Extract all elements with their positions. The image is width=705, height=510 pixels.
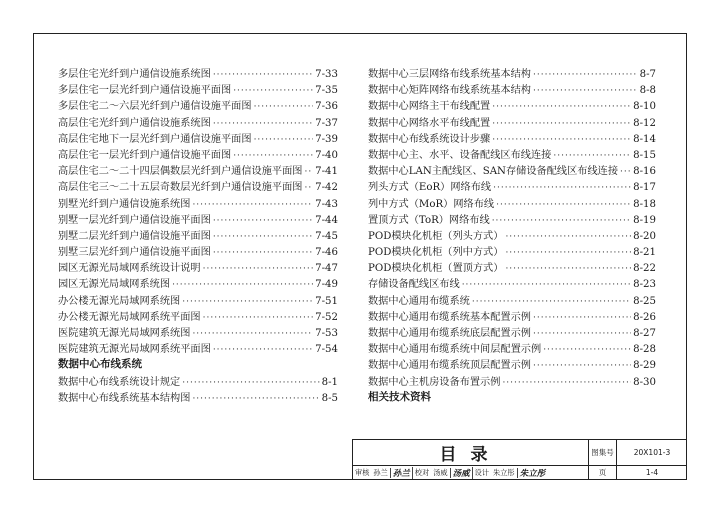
toc-entry	[58, 324, 338, 340]
toc-entry-page: 8-23	[633, 279, 656, 291]
toc-entry-page: 8-30	[633, 376, 656, 388]
toc-entry-title: 多层住宅二～六层光纤到户通信设施平面图	[58, 101, 252, 113]
dot-leader	[493, 183, 631, 193]
toc-entry	[368, 324, 656, 340]
toc-entry-title: 别墅二层光纤到户通信设施平面图	[58, 230, 211, 242]
toc-entry	[58, 114, 338, 130]
toc-entry-title: 数据中心网络主干布线配置	[368, 101, 491, 113]
toc-entry	[58, 178, 338, 194]
toc-entry	[368, 195, 656, 211]
toc-entry-title: 数据中心通用布缆系统	[368, 295, 470, 307]
toc-entry	[368, 356, 656, 372]
title-block-meta	[589, 440, 687, 479]
dot-leader	[213, 345, 313, 355]
toc-entry-title: 高层住宅光纤到户通信设施系统图	[58, 117, 211, 129]
dot-leader	[233, 151, 313, 161]
toc-entry-page: 8-5	[321, 392, 338, 404]
section-heading: 相关技术资料	[368, 390, 431, 403]
toc-entry-title: 别墅三层光纤到户通信设施平面图	[58, 247, 211, 259]
toc-entry-title: 办公楼无源光局域网系统图	[58, 295, 181, 307]
dot-leader	[254, 135, 314, 145]
dot-leader	[182, 378, 319, 388]
toc-entry	[368, 211, 656, 227]
toc-entry	[368, 243, 656, 259]
toc-entry-page: 8-14	[633, 133, 656, 145]
toc-entry	[58, 162, 338, 178]
toc-entry	[58, 97, 338, 113]
page-label: 页	[589, 466, 617, 479]
toc-entry	[368, 162, 656, 178]
toc-entry	[58, 81, 338, 97]
dot-leader	[233, 86, 313, 96]
dot-leader	[472, 297, 631, 307]
toc-entry	[368, 308, 656, 324]
dot-leader	[620, 167, 631, 177]
toc-entry-title: 高层住宅二～二十四层偶数层光纤到户通信设施平面图	[58, 166, 303, 178]
toc-entry-page: 8-7	[639, 69, 656, 80]
dot-leader	[492, 102, 631, 112]
toc-entry-page: 7-45	[315, 230, 338, 242]
toc-entry-page: 8-20	[633, 230, 656, 242]
dot-leader	[172, 280, 313, 290]
dot-leader	[543, 345, 631, 355]
design-label: 设计	[474, 467, 489, 477]
toc-entry-page: 8-1	[321, 376, 338, 388]
dot-leader	[192, 394, 319, 404]
review-label: 审核	[355, 467, 370, 477]
toc-entry	[58, 292, 338, 308]
dot-leader	[505, 248, 631, 258]
toc-left-column	[58, 65, 338, 405]
toc-entry	[368, 114, 656, 130]
toc-entry-page: 7-41	[315, 166, 338, 178]
dot-leader	[533, 313, 631, 323]
toc-entry-title: 数据中心通用布缆系统中间层配置示例	[368, 344, 542, 356]
signature-row	[353, 466, 589, 479]
toc-entry	[368, 373, 656, 389]
toc-entry	[58, 211, 338, 227]
toc-entry	[58, 389, 338, 405]
toc-entry	[368, 275, 656, 291]
toc-entry	[368, 81, 656, 97]
toc-entry-page: 7-39	[315, 133, 338, 145]
toc-entry-title: 园区无源光局域网系统设计说明	[58, 263, 201, 275]
dot-leader	[496, 200, 631, 210]
review-name: 孙兰	[371, 468, 390, 478]
toc-entry-title: 办公楼无源光局域网系统平面图	[58, 311, 201, 323]
toc-entry-title: 别墅一层光纤到户通信设施平面图	[58, 214, 211, 226]
toc-entry	[58, 308, 338, 324]
toc-entry-title: 列中方式（MoR）网络布线	[368, 198, 495, 210]
dot-leader	[553, 151, 631, 161]
dot-leader	[192, 329, 313, 339]
toc-entry-title: 别墅光纤到户通信设施系统图	[58, 198, 191, 210]
dot-leader	[505, 232, 631, 242]
toc-entry-title: POD模块化机柜（置顶方式）	[368, 263, 504, 275]
toc-entry-page: 7-51	[315, 295, 338, 307]
toc-entry	[58, 373, 338, 389]
toc-entry-page: 8-8	[639, 85, 656, 97]
dot-leader	[182, 297, 313, 307]
toc-entry-page: 7-53	[315, 328, 338, 339]
toc-entry-page: 8-10	[633, 101, 656, 113]
dot-leader	[492, 216, 631, 226]
toc-entry-page: 8-21	[633, 247, 656, 259]
dot-leader	[213, 119, 313, 129]
toc-entry-page: 8-25	[633, 295, 656, 307]
toc-entry	[368, 146, 656, 162]
toc-entry-page: 8-22	[633, 263, 656, 275]
toc-entry	[58, 259, 338, 275]
toc-entry-title: 医院建筑无源光局域网系统平面图	[58, 344, 211, 356]
toc-entry-page: 7-52	[315, 311, 338, 323]
toc-entry-title: 数据中心主、水平、设备配线区布线连接	[368, 149, 552, 161]
toc-entry	[58, 275, 338, 291]
review-signature: 孙兰	[391, 467, 413, 479]
toc-entry-page: 8-15	[633, 149, 656, 161]
sheet-title: 目录	[353, 440, 589, 466]
dot-leader	[203, 264, 313, 274]
toc-entry-page: 7-42	[315, 182, 338, 194]
toc-entry-title: 列头方式（EoR）网络布线	[368, 182, 492, 194]
toc-entry	[58, 65, 338, 81]
design-signature: 朱立彤	[519, 468, 546, 479]
dot-leader	[533, 70, 638, 80]
toc-entry-page: 8-19	[633, 214, 656, 226]
toc-entry-page: 7-37	[315, 117, 338, 129]
check-signature: 汤威	[451, 467, 473, 479]
toc-entry-page: 8-17	[633, 182, 656, 194]
toc-entry-title: 多层住宅一层光纤到户通信设施平面图	[58, 85, 232, 97]
dot-leader	[492, 135, 631, 145]
atlas-number-label: 图集号	[589, 440, 617, 465]
toc-entry-title: 高层住宅一层光纤到户通信设施平面图	[58, 149, 232, 161]
toc-entry-title: 数据中心网络水平布线配置	[368, 117, 491, 129]
drawing-sheet	[33, 33, 687, 480]
dot-leader	[305, 167, 314, 177]
toc-entry-title: 数据中心主机房设备布置示例	[368, 376, 501, 388]
toc-entry-title: 多层住宅光纤到户通信设施系统图	[58, 69, 211, 80]
section-heading: 数据中心布线系统	[58, 358, 142, 371]
toc-entry	[368, 340, 656, 356]
toc-entry-title: POD模块化机柜（列头方式）	[368, 230, 504, 242]
toc-entry	[368, 65, 656, 81]
toc-entry	[368, 259, 656, 275]
toc-entry	[58, 130, 338, 146]
dot-leader	[533, 329, 631, 339]
toc-entry-page: 8-27	[633, 328, 656, 339]
toc-entry-page: 7-35	[315, 85, 338, 97]
toc-entry-title: 数据中心三层网络布线系统基本结构	[368, 69, 531, 80]
toc-entry-title: 数据中心布线系统基本结构图	[58, 392, 191, 404]
toc-entry-title: 数据中心布线系统设计步骤	[368, 133, 491, 145]
dot-leader	[254, 102, 314, 112]
design-name: 朱立彤	[491, 468, 518, 478]
toc-entry-page: 8-12	[633, 117, 656, 129]
toc-entry	[58, 227, 338, 243]
title-block	[352, 439, 686, 479]
dot-leader	[192, 200, 313, 210]
toc-entry-page: 8-26	[633, 311, 656, 323]
check-name: 汤威	[431, 468, 450, 478]
toc-entry-title: 数据中心LAN主配线区、SAN存储设备配线区布线连接	[368, 166, 619, 178]
dot-leader	[213, 70, 313, 80]
toc-entry-page: 8-16	[633, 166, 656, 178]
toc-entry-page: 8-29	[633, 360, 656, 372]
dot-leader	[533, 86, 638, 96]
toc-entry	[58, 195, 338, 211]
dot-leader	[502, 378, 631, 388]
toc-entry	[368, 227, 656, 243]
toc-entry-title: 数据中心通用布缆系统基本配置示例	[368, 311, 531, 323]
toc-entry-title: 园区无源光局域网系统图	[58, 279, 171, 291]
toc-entry-page: 8-18	[633, 198, 656, 210]
atlas-number: 20X101-3	[633, 448, 671, 457]
dot-leader	[462, 280, 631, 290]
dot-leader	[203, 313, 313, 323]
toc-entry	[368, 292, 656, 308]
toc-entry-page: 7-54	[315, 344, 338, 356]
toc-entry-title: 高层住宅地下一层光纤到户通信设施平面图	[58, 133, 252, 145]
toc-entry-page: 7-47	[315, 263, 338, 275]
dot-leader	[213, 216, 313, 226]
toc-entry-page: 7-49	[315, 279, 338, 291]
toc-entry-title: 数据中心矩阵网络布线系统基本结构	[368, 85, 531, 97]
toc-entry	[58, 243, 338, 259]
toc-entry-page: 7-46	[315, 247, 338, 259]
dot-leader	[213, 248, 313, 258]
dot-leader	[505, 264, 631, 274]
toc-entry-page: 7-33	[315, 69, 338, 80]
toc-entry-title: 高层住宅三～二十五层奇数层光纤到户通信设施平面图	[58, 182, 303, 194]
dot-leader	[305, 183, 314, 193]
toc-entry-title: 医院建筑无源光局域网系统图	[58, 328, 191, 339]
toc-entry-title: 存储设备配线区布线	[368, 279, 460, 291]
toc-entry-title: 数据中心布线系统设计规定	[58, 376, 181, 388]
toc-entry-title: POD模块化机柜（列中方式）	[368, 247, 504, 259]
dot-leader	[533, 361, 631, 371]
toc-entry-page: 7-44	[315, 214, 338, 226]
toc-entry-page: 7-43	[315, 198, 338, 210]
toc-entry-title: 置顶方式（ToR）网络布线	[368, 214, 490, 226]
page-number: 1-4	[645, 468, 659, 477]
toc-entry	[368, 130, 656, 146]
toc-entry	[368, 178, 656, 194]
toc-entry-page: 7-36	[315, 101, 338, 113]
toc-entry	[58, 146, 338, 162]
toc-entry-title: 数据中心通用布缆系统底层配置示例	[368, 328, 531, 339]
toc-entry-title: 数据中心通用布缆系统顶层配置示例	[368, 360, 531, 372]
toc-right-column	[368, 65, 656, 405]
dot-leader	[492, 119, 631, 129]
toc-entry	[368, 97, 656, 113]
toc-entry-page: 7-40	[315, 149, 338, 161]
toc-entry	[58, 340, 338, 356]
dot-leader	[213, 232, 313, 242]
check-label: 校对	[414, 467, 430, 477]
toc-entry-page: 8-28	[633, 344, 656, 356]
